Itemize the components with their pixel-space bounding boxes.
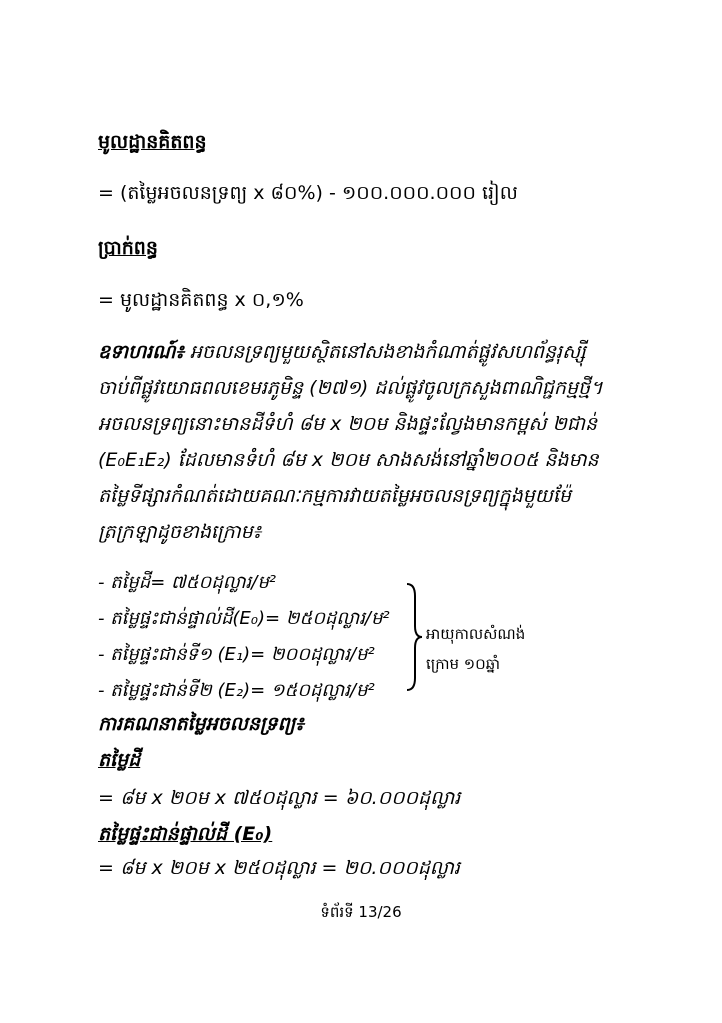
- house-value-formula: = ៨ម x ២០ម x ២៥០ដុល្លារ = ២០.០០០ដុល្លារ: [98, 857, 460, 879]
- price-list-item: - តម្លៃផ្ទះជាន់ផ្ទាល់ដី(E₀)= ២៥០ដុល្លារ/ម²: [98, 608, 390, 629]
- tax-amount-title: ប្រាក់ពន្ធ: [98, 237, 158, 259]
- calculation-title: ការគណនាតម្លៃអចលនទ្រព្យ៖: [98, 713, 304, 735]
- tax-amount-formula: = មូលដ្ឋានគិតពន្ធ x ០,១%: [98, 289, 304, 311]
- curly-brace-icon: [405, 582, 423, 692]
- age-note-line1: អាយុកាលសំណង់: [426, 625, 526, 643]
- price-list-item: - តម្លៃផ្ទះជាន់ទី២ (E₂)= ១៥០ដុល្លារ/ម²: [98, 680, 375, 701]
- land-value-title: តម្លៃដី: [98, 749, 141, 771]
- example-text: អចលនទ្រព្យមួយស្ថិតនៅសងខាងកំណាត់ផ្លូវសហព័ន្ធរុស្ស៊ី ចាប់ពីផ្លូវយោធពលខេមរភូមិន្ទ (២៧១) ដល់ផ្លូវចូលក្រសួងពាណិជ្ជកម្មថ្មី។ អចលនទ្រព្យនោះមានដីទំហំ ៨ម x ២០ម និងផ្ទះល្វែងមានកម្ពស់ ២ជាន់ (E₀E₁E₂) ដែលមានទំហំ ៨ម x ២០ម សាងសង់នៅឆ្នាំ២០០៥ និងមានតម្លៃទីផ្សារកំណត់ដោយគណៈកម្មការវាយតម្លៃអចលនទ្រព្យក្នុងមួយម៉ែត្រក្រឡាដូចខាងក្រោម៖: [98, 341, 603, 543]
- tax-base-title: មូលដ្ឋានគិតពន្ធ: [98, 131, 207, 153]
- price-list-item: - តម្លៃផ្ទះជាន់ទី១ (E₁)= ២០០ដុល្លារ/ម²: [98, 644, 375, 665]
- tax-base-formula: = (តម្លៃអចលនទ្រព្យ x ៨០%) - ១០០.០០០.០០០ រៀល: [98, 182, 518, 204]
- price-list-item: - តម្លៃដី= ៧៥០ដុល្លារ/ម²: [98, 572, 276, 593]
- age-note-line2: ក្រោម ១០ឆ្នាំ: [426, 655, 501, 673]
- page-number: ទំព័រទី 13/26: [320, 903, 402, 921]
- land-value-formula: = ៨ម x ២០ម x ៧៥០ដុល្លារ = ៦០.០០០ដុល្លារ: [98, 787, 461, 809]
- house-value-title: តម្លៃផ្ទះជាន់ផ្ទាល់ដី (E₀): [98, 823, 273, 845]
- example-label: ឧទាហរណ៍៖: [98, 341, 184, 363]
- example-paragraph: [98, 334, 623, 550]
